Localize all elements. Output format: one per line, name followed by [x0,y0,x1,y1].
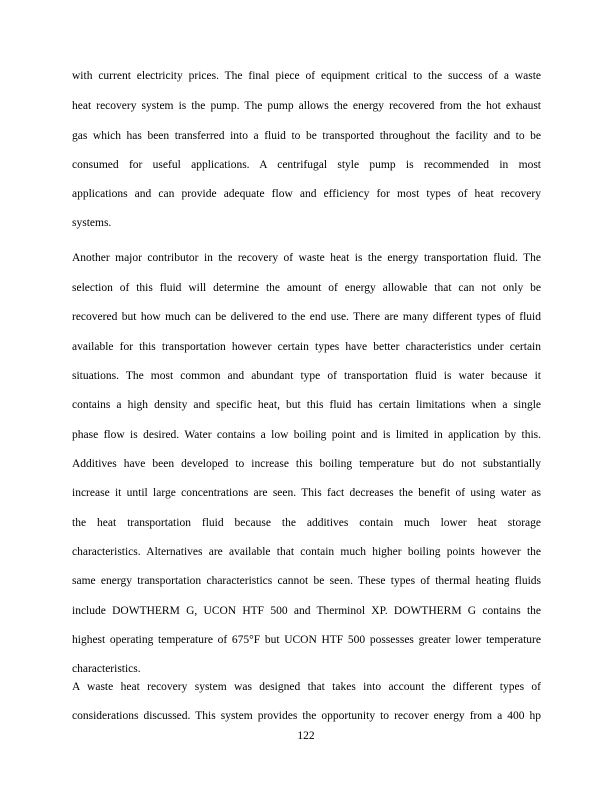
body-text-line: A waste heat recovery system was designed that takes into account the different types of [72,681,541,693]
body-text-line: highest operating temperature of 675°F but UCON HTF 500 possesses greater lower temperature [72,634,541,646]
body-text-line: contains a high density and specific heat, but this fluid has certain limitations when a single [72,399,541,411]
body-text-line: available for this transportation however certain types have better characteristics under certain [72,341,541,353]
body-text-line: characteristics. [72,663,141,675]
body-text-line: include DOWTHERM G, UCON HTF 500 and Therminol XP. DOWTHERM G contains the [72,605,541,617]
body-text-line: consumed for useful applications. A centrifugal style pump is recommended in most [72,159,541,171]
body-text-line: situations. The most common and abundant type of transportation fluid is water because it [72,370,541,382]
body-text-line: Additives have been developed to increase this boiling temperature but do not substantially [72,458,541,470]
body-text-line: applications and can provide adequate flow and efficiency for most types of heat recovery [72,188,541,200]
body-text-line: phase flow is desired. Water contains a low boiling point and is limited in application by this. [72,429,541,441]
page-number: 122 [297,730,315,742]
body-text-line: Another major contributor in the recovery of waste heat is the energy transportation fluid. The [72,252,541,264]
body-text-line: selection of this fluid will determine the amount of energy allowable that can not only be [72,282,541,294]
body-text-line: gas which has been transferred into a fluid to be transported throughout the facility and to be [72,130,541,142]
body-text-line: characteristics. Alternatives are available that contain much higher boiling points however the [72,546,541,558]
body-text-line: systems. [72,217,112,229]
body-text-line: considerations discussed. This system provides the opportunity to recover energy from a 400 hp [72,710,541,722]
body-text-line: with current electricity prices. The final piece of equipment critical to the success of a waste [72,70,541,82]
body-text-line: same energy transportation characteristics cannot be seen. These types of thermal heating fluids [72,575,541,587]
body-text-line: increase it until large concentrations are seen. This fact decreases the benefit of using water as [72,487,541,499]
body-text-line: the heat transportation fluid because the additives contain much lower heat storage [72,517,541,529]
body-text-line: heat recovery system is the pump. The pump allows the energy recovered from the hot exhaust [72,100,541,112]
body-text-line: recovered but how much can be delivered to the end use. There are many different types of fluid [72,311,541,323]
